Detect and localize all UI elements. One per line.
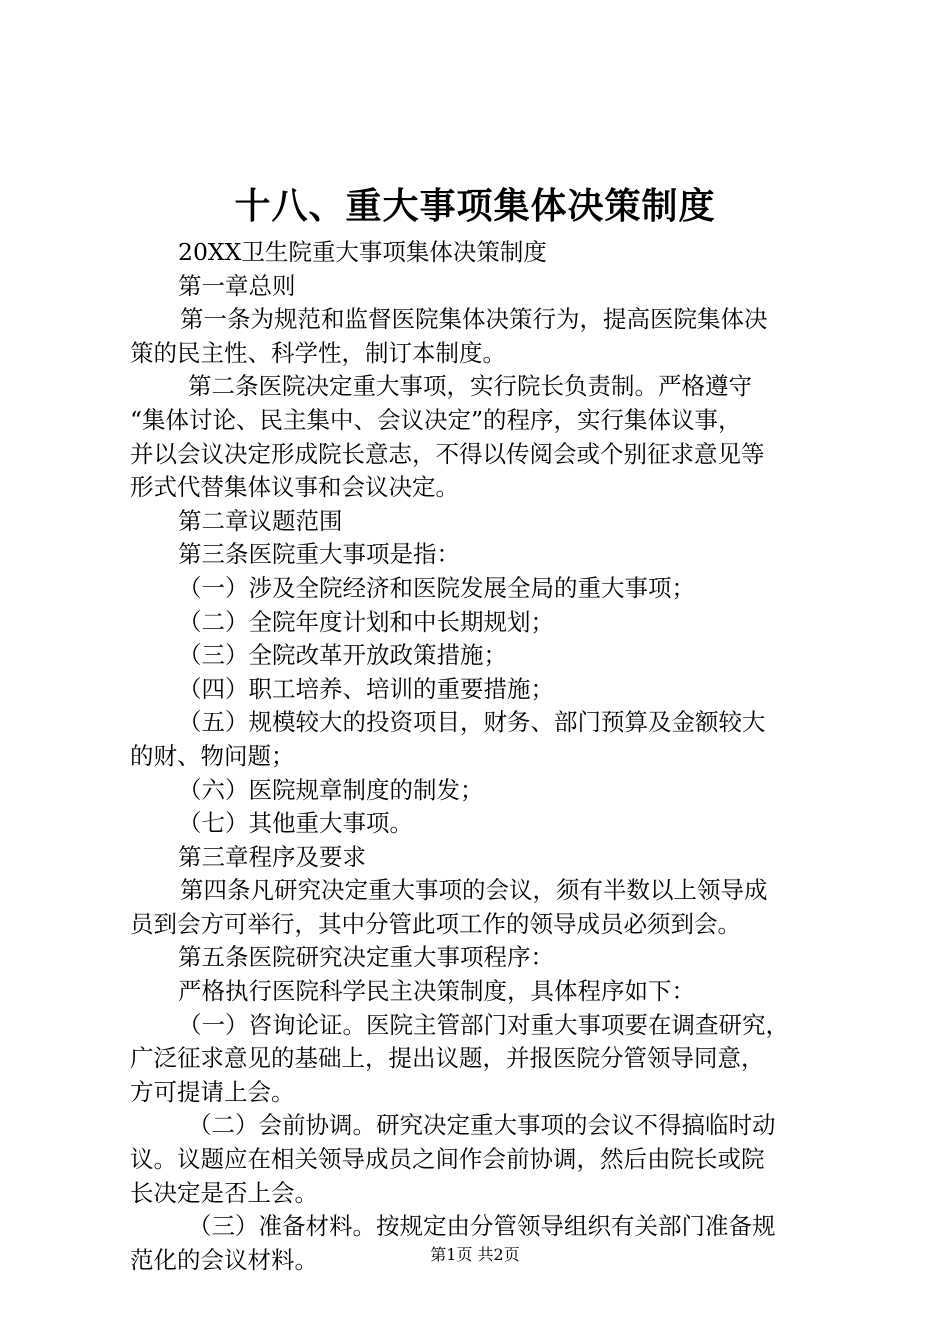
list-item: （三）准备材料。按规定由分管领导组织有关部门准备规 xyxy=(188,1212,776,1241)
list-item-continuation: 广泛征求意见的基础上，提出议题，并报医院分管领导同意， xyxy=(130,1044,765,1073)
paragraph-line: 形式代替集体议事和会议决定。 xyxy=(130,473,459,502)
paragraph-line: 第四条凡研究决定重大事项的会议，须有半数以上领导成 xyxy=(180,876,768,905)
paragraph-line: 策的民主性、科学性，制订本制度。 xyxy=(130,338,506,367)
list-item: （五）规模较大的投资项目，财务、部门预算及金额较大 xyxy=(178,708,766,737)
list-item-continuation: 的财、物问题； xyxy=(130,741,295,770)
paragraph-line: 员到会方可举行，其中分管此项工作的领导成员必须到会。 xyxy=(130,909,741,938)
list-item: （四）职工培养、培训的重要措施； xyxy=(178,674,554,703)
document-body xyxy=(130,236,830,1277)
page-footer: 第1页 共2页 xyxy=(430,1245,520,1264)
list-item: （一）咨询论证。医院主管部门对重大事项要在调查研究， xyxy=(178,1010,789,1039)
list-item-continuation: 范化的会议材料。 xyxy=(130,1245,318,1274)
paragraph-line: 第五条医院研究决定重大事项程序： xyxy=(178,943,554,972)
list-item-continuation: 方可提请上会。 xyxy=(130,1077,295,1106)
chapter-heading: 第三章程序及要求 xyxy=(178,842,366,871)
list-item: （七）其他重大事项。 xyxy=(178,809,413,838)
list-item: （一）涉及全院经济和医院发展全局的重大事项； xyxy=(178,573,695,602)
paragraph-line: 严格执行医院科学民主决策制度，具体程序如下： xyxy=(178,977,695,1006)
list-item-continuation: 议。议题应在相关领导成员之间作会前协调，然后由院长或院 xyxy=(130,1145,765,1174)
list-item-continuation: 长决定是否上会。 xyxy=(130,1178,318,1207)
document-title: 十八、重大事项集体决策制度 xyxy=(234,185,716,227)
list-item: （六）医院规章制度的制发； xyxy=(178,775,484,804)
paragraph-line: “集体讨论、民主集中、会议决定”的程序，实行集体议事， xyxy=(130,405,742,434)
subtitle-line: 20XX卫生院重大事项集体决策制度 xyxy=(178,238,547,266)
paragraph-line: 第二条医院决定重大事项，实行院长负责制。严格遵守 xyxy=(188,372,752,401)
list-item: （二）会前协调。研究决定重大事项的会议不得搞临时动 xyxy=(188,1111,776,1140)
list-item: （三）全院改革开放政策措施； xyxy=(178,641,507,670)
paragraph-line: 第三条医院重大事项是指： xyxy=(178,540,460,569)
list-item: （二）全院年度计划和中长期规划； xyxy=(178,607,554,636)
paragraph-line: 并以会议决定形成院长意志，不得以传阅会或个别征求意见等 xyxy=(130,439,765,468)
chapter-heading: 第一章总则 xyxy=(178,271,296,300)
chapter-heading: 第二章议题范围 xyxy=(178,506,343,535)
paragraph-line: 第一条为规范和监督医院集体决策行为，提高医院集体决 xyxy=(180,305,768,334)
